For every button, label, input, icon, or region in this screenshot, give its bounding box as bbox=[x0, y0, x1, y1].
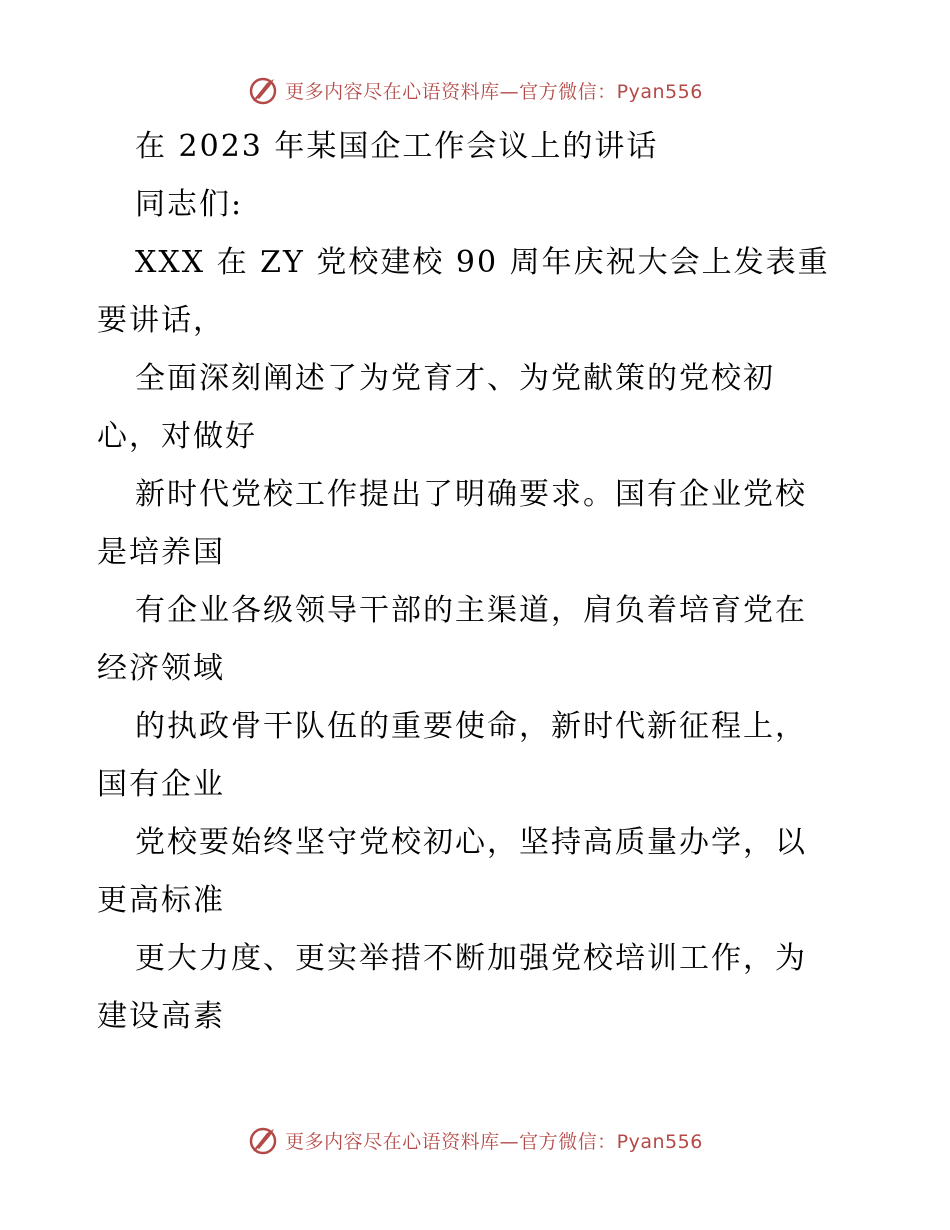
watermark-text: 更多内容尽在心语资料库—官方微信：Pyan556 bbox=[285, 80, 703, 103]
document-title: 在 2023 年某国企工作会议上的讲话 bbox=[135, 129, 659, 164]
pen-nib-logo-icon bbox=[247, 1123, 281, 1157]
text-line: 更高标准 bbox=[97, 883, 225, 918]
text-line: 是培养国 bbox=[97, 535, 225, 570]
text-line: 经济领域 bbox=[97, 651, 225, 686]
text-line: 国有企业 bbox=[97, 767, 225, 802]
text-line: 的执政骨干队伍的重要使命，新时代新征程上， bbox=[135, 709, 807, 744]
watermark-text: 更多内容尽在心语资料库—官方微信：Pyan556 bbox=[285, 1130, 703, 1153]
text-line: 新时代党校工作提出了明确要求。国有企业党校 bbox=[135, 477, 807, 512]
text-line: 同志们: bbox=[135, 187, 244, 222]
text-line: 更大力度、更实举措不断加强党校培训工作，为 bbox=[135, 941, 807, 976]
text-line: 心，对做好 bbox=[97, 419, 257, 454]
footer-watermark bbox=[0, 1120, 950, 1160]
text-line: 要讲话， bbox=[97, 303, 225, 338]
document-body bbox=[97, 118, 857, 1046]
text-line: 有企业各级领导干部的主渠道，肩负着培育党在 bbox=[135, 593, 807, 628]
header-watermark bbox=[0, 70, 950, 110]
text-line: 全面深刻阐述了为党育才、为党献策的党校初 bbox=[135, 361, 775, 396]
pen-nib-logo-icon bbox=[247, 73, 281, 107]
text-line: XXX 在 ZY 党校建校 90 周年庆祝大会上发表重 bbox=[135, 245, 830, 280]
text-line: 党校要始终坚守党校初心，坚持高质量办学，以 bbox=[135, 825, 807, 860]
text-line: 建设高素 bbox=[97, 999, 225, 1034]
